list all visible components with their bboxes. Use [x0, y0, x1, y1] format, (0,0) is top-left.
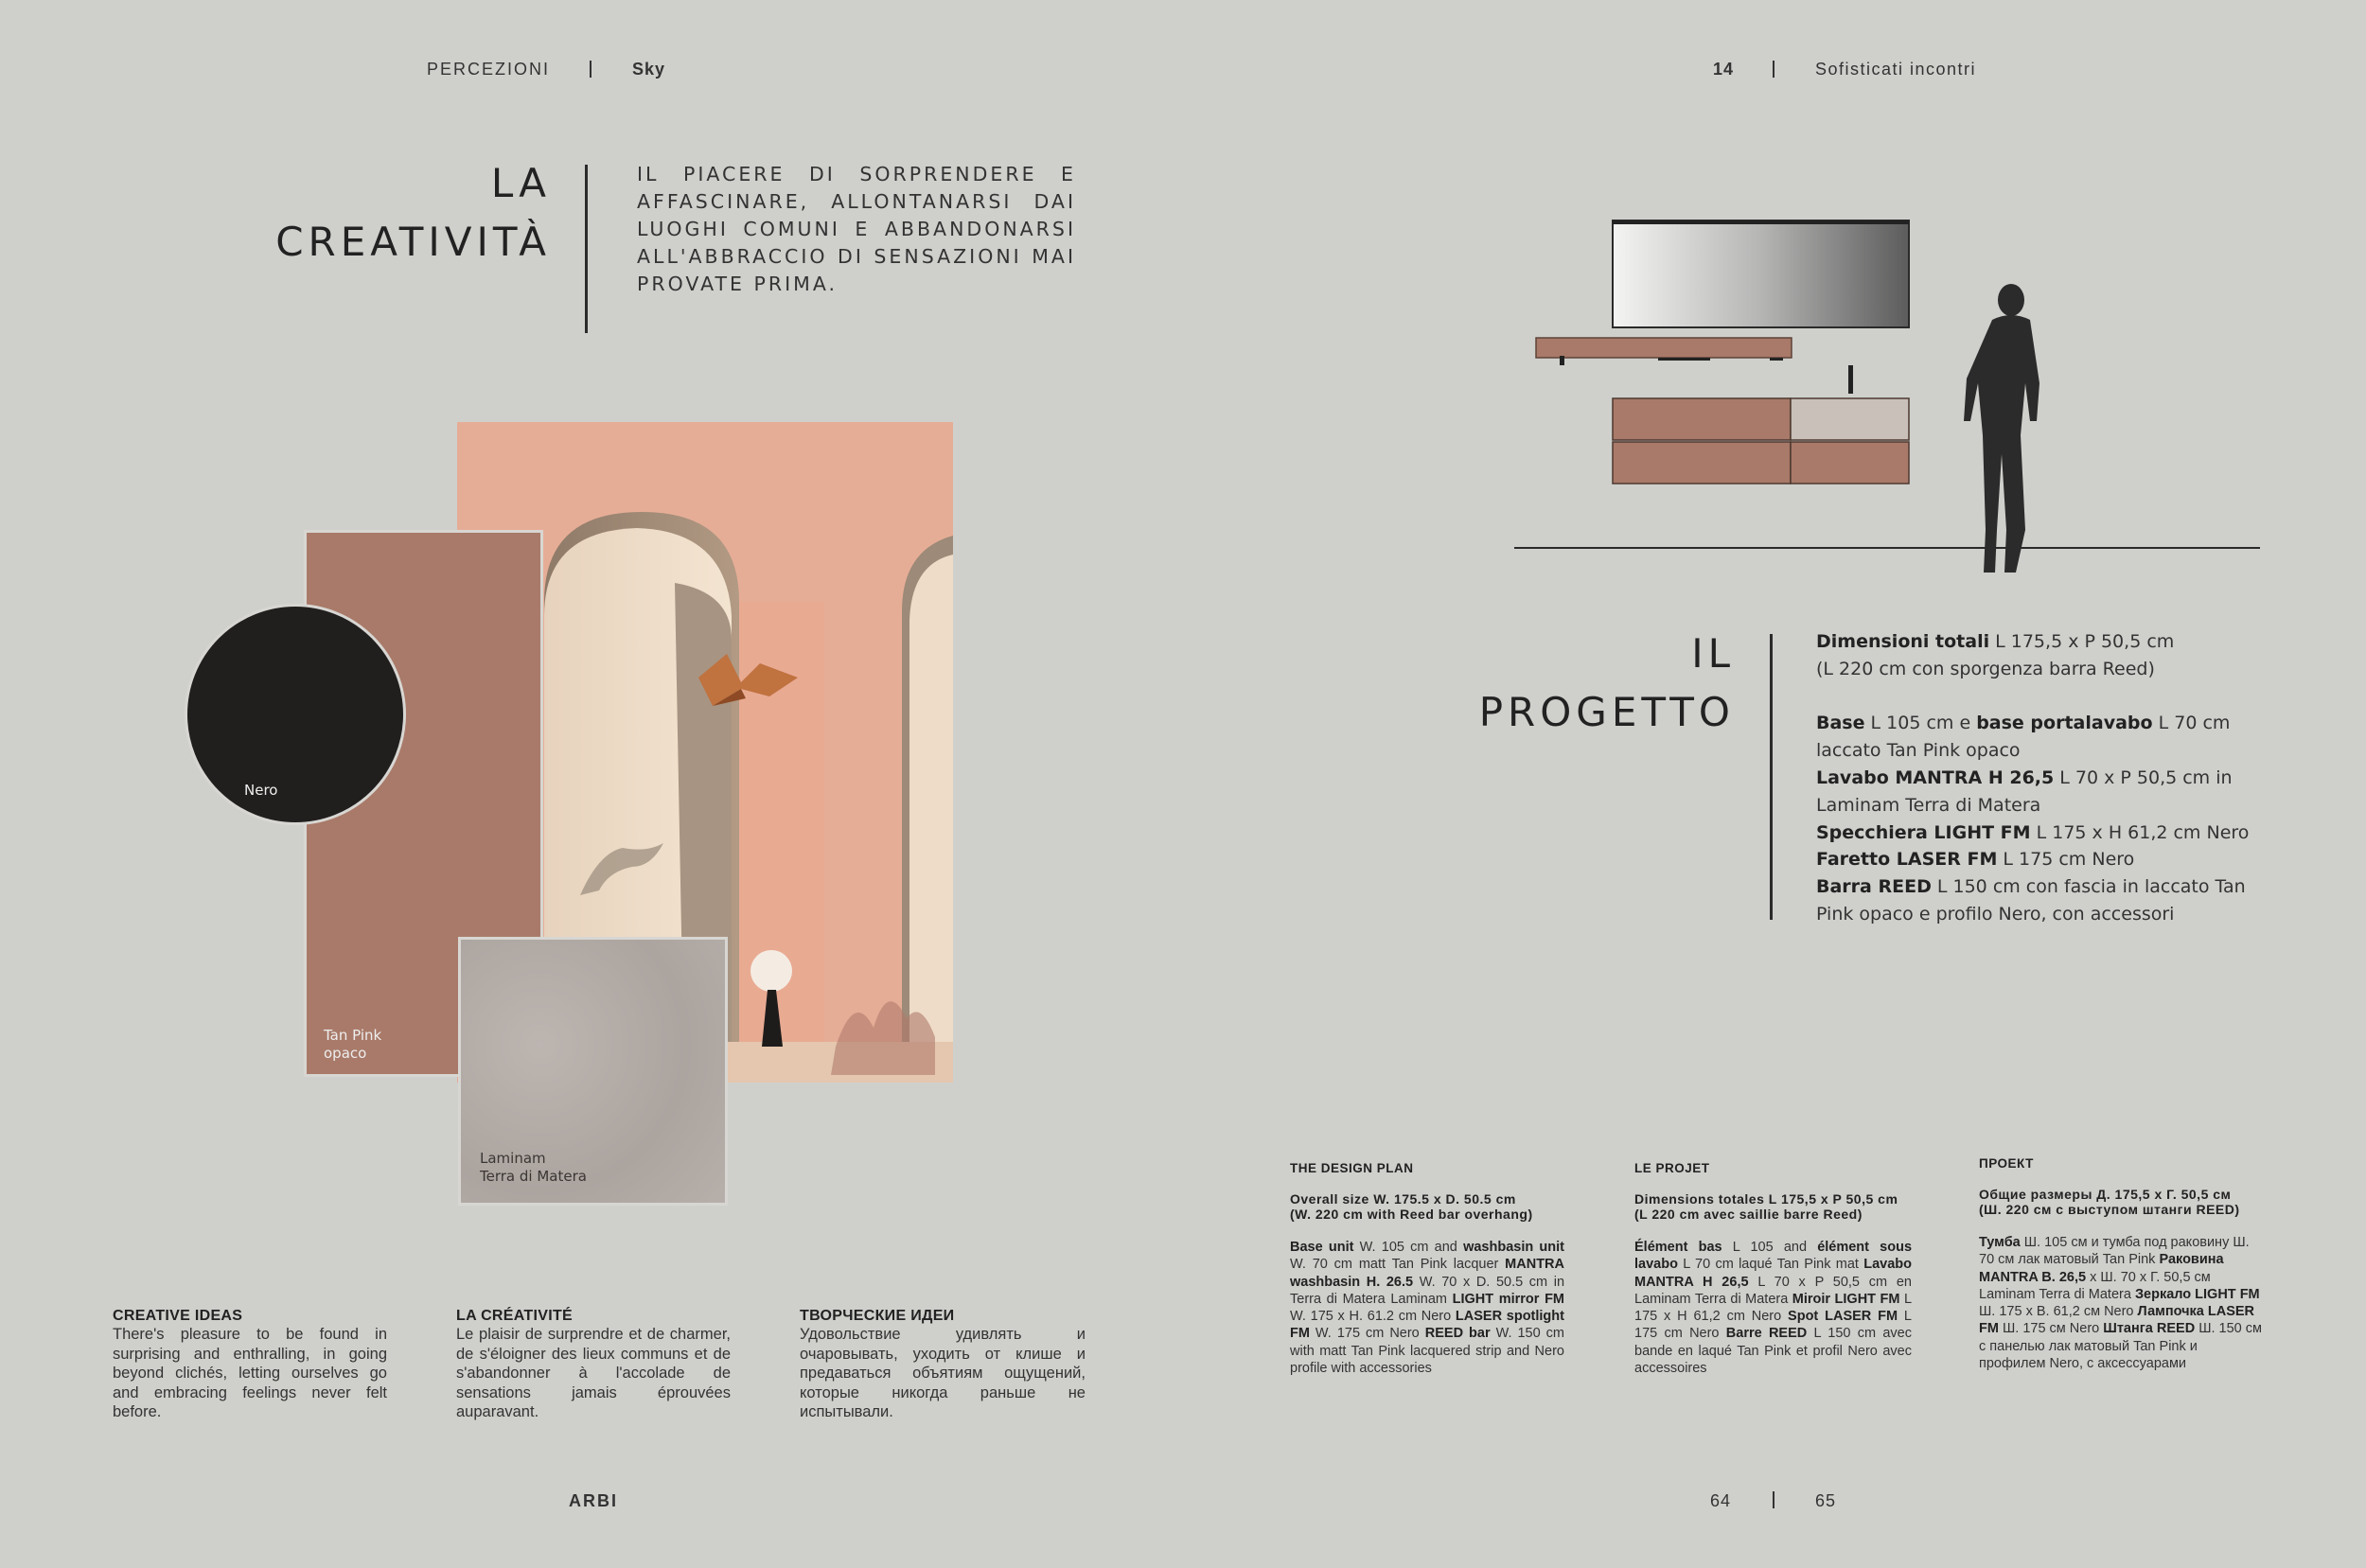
nero-swatch [185, 604, 406, 825]
column-ru-title: ТВОРЧЕСКИЕ ИДЕИ [800, 1308, 955, 1324]
column-ru-text: Удовольствие удивлять и очаровывать, уходить от клише и предаваться объятиям ощущений, которые никогда раньше не испытывали. [800, 1326, 1086, 1420]
project-specs: Dimensioni totali L 175,5 x P 50,5 cm (L 220 cm con sporgenza barra Reed) Base L 105 cm e base portalavabo L 70 cm laccato Tan Pink opaco Lavabo MANTRA H 26,5 L 70 x P 50,5 cm in Laminam Terra di Matera Specchiera LIGHT FM L 175 x H 61,2 cm Nero Faretto LASER FM L 175 cm Nero Barra REED L 150 cm con fascia in laccato Tan Pink opaco e profilo Nero, con accessori [1816, 631, 2250, 925]
header-subtitle: Sofisticati incontri [1815, 60, 1977, 79]
intro-text: IL PIACERE DI SORPRENDERE E AFFASCINARE, ALLONTANARSI DAI LUOGHI COMUNI E ABBANDONARSI ALL'ABBRACCIO DI SENSAZIONI MAI PROVATE PRIMA. [637, 163, 1076, 295]
column-fr [456, 1308, 731, 1422]
furniture-elevation [1514, 218, 2271, 596]
title-divider [585, 165, 588, 333]
column-en-text: There's pleasure to be found in surprising and enthralling, in going beyond clichés, letting ourselves go and embracing feelings never felt before. [113, 1326, 387, 1420]
header-section: PERCEZIONI [427, 60, 551, 79]
plan-ru: ПРОЕКТ Общие размеры Д. 175,5 x Г. 50,5 см (Ш. 220 см с выступом штанги REED) Тумба Ш. 105 см и тумба под раковину Ш. 70 см лак матовый Tan Pink Раковина MANTRA В. 26,5 x Ш. 70 x Г. 50,5 см Laminam Terra di Matera Зеркало LIGHT FM Ш. 175 x В. 61,2 см Nero Лампочка LASER FM Ш. 175 см Nero Штанга REED Ш. 150 см с панелью лак матовый Tan Pink и профилем Nero, с аксессуарами [1979, 1156, 2262, 1372]
header-page-number: 14 [1713, 60, 1735, 79]
project-title [1420, 625, 1735, 742]
column-en [113, 1308, 387, 1422]
left-title-line2: CREATIVITÀ [275, 219, 551, 265]
column-fr-text: Le plaisir de surprendre et de charmer, de s'éloigner des lieux communs et de s'abandonner à l'accolade de sensations jamais éprouvées auparavant. [456, 1326, 731, 1420]
footer-brand: ARBI [569, 1491, 618, 1510]
project-title-line2: PROGETTO [1478, 689, 1735, 735]
laminam-swatch [458, 937, 728, 1206]
project-divider [1770, 634, 1773, 920]
project-title-line1: IL [1691, 630, 1735, 677]
footer-page-left: 64 [1710, 1491, 1732, 1510]
column-fr-title: LA CRÉATIVITÉ [456, 1308, 574, 1324]
nero-label: Nero [244, 782, 278, 799]
plan-ru-body: Тумба Ш. 105 см и тумба под раковину Ш. 70 см лак матовый Tan Pink Раковина MANTRA В. 26,5 x Ш. 70 x Г. 50,5 см Laminam Terra di Matera Зеркало LIGHT FM Ш. 175 x В. 61,2 см Nero Лампочка LASER FM Ш. 175 см Nero Штанга REED Ш. 150 см с панелью лак матовый Tan Pink и профилем Nero, с аксессуарами [1979, 1235, 2262, 1372]
laminam-label: Laminam Terra di Matera [480, 1150, 587, 1185]
footer-page-right: 65 [1815, 1491, 1837, 1510]
plan-ru-title: ПРОЕКТ [1979, 1156, 2034, 1171]
plan-fr-body: Élément bas L 105 and élément sous lavabo L 70 cm laqué Tan Pink mat Lavabo MANTRA H 26,5 L 70 x P 50,5 cm en Laminam Terra di Matera Miroir LIGHT FM L 175 x H 61,2 cm Nero Spot LASER FM L 175 cm Nero Barre REED L 150 cm avec bande en laqué Tan Pink et profil Nero avec accessoires [1634, 1240, 1913, 1377]
header-right-divider [1773, 61, 1774, 78]
footer-divider [1773, 1491, 1774, 1508]
column-en-title: CREATIVE IDEAS [113, 1308, 243, 1324]
left-title-line1: LA [490, 160, 551, 206]
person-figure [1964, 284, 2039, 573]
plan-en: THE DESIGN PLAN Overall size W. 175.5 x D. 50.5 cm (W. 220 cm with Reed bar overhang) Base unit W. 105 cm and washbasin unit W. 70 cm matt Tan Pink lacquer MANTRA washbasin H. 26.5 W. 70 x D. 50.5 cm in Terra di Matera Laminam LIGHT mirror FM W. 175 x H. 61.2 cm Nero LASER spotlight FM W. 175 cm Nero REED bar W. 150 cm with matt Tan Pink lacquered strip and Nero profile with accessories [1290, 1161, 1565, 1377]
plan-en-body: Base unit W. 105 cm and washbasin unit W. 70 cm matt Tan Pink lacquer MANTRA washbasin H. 26.5 W. 70 x D. 50.5 cm in Terra di Matera Laminam LIGHT mirror FM W. 175 x H. 61.2 cm Nero LASER spotlight FM W. 175 cm Nero REED bar W. 150 cm with matt Tan Pink lacquered strip and Nero profile with accessories [1290, 1240, 1565, 1377]
left-title [246, 154, 551, 272]
header-divider [590, 61, 592, 78]
plan-en-title: THE DESIGN PLAN [1290, 1161, 1414, 1175]
column-ru [800, 1308, 1086, 1422]
plan-fr: LE PROJET Dimensions totales L 175,5 x P 50,5 cm (L 220 cm avec saillie barre Reed) Élément bas L 105 and élément sous lavabo L 70 cm laqué Tan Pink mat Lavabo MANTRA H 26,5 L 70 x P 50,5 cm en Laminam Terra di Matera Miroir LIGHT FM L 175 x H 61,2 cm Nero Spot LASER FM L 175 cm Nero Barre REED L 150 cm avec bande en laqué Tan Pink et profil Nero avec accessoires [1634, 1161, 1913, 1377]
header-collection: Sky [632, 60, 666, 79]
elevation-drawing [1514, 218, 2271, 596]
tan-pink-label: Tan Pink opaco [324, 1027, 382, 1062]
plan-fr-title: LE PROJET [1634, 1161, 1710, 1175]
